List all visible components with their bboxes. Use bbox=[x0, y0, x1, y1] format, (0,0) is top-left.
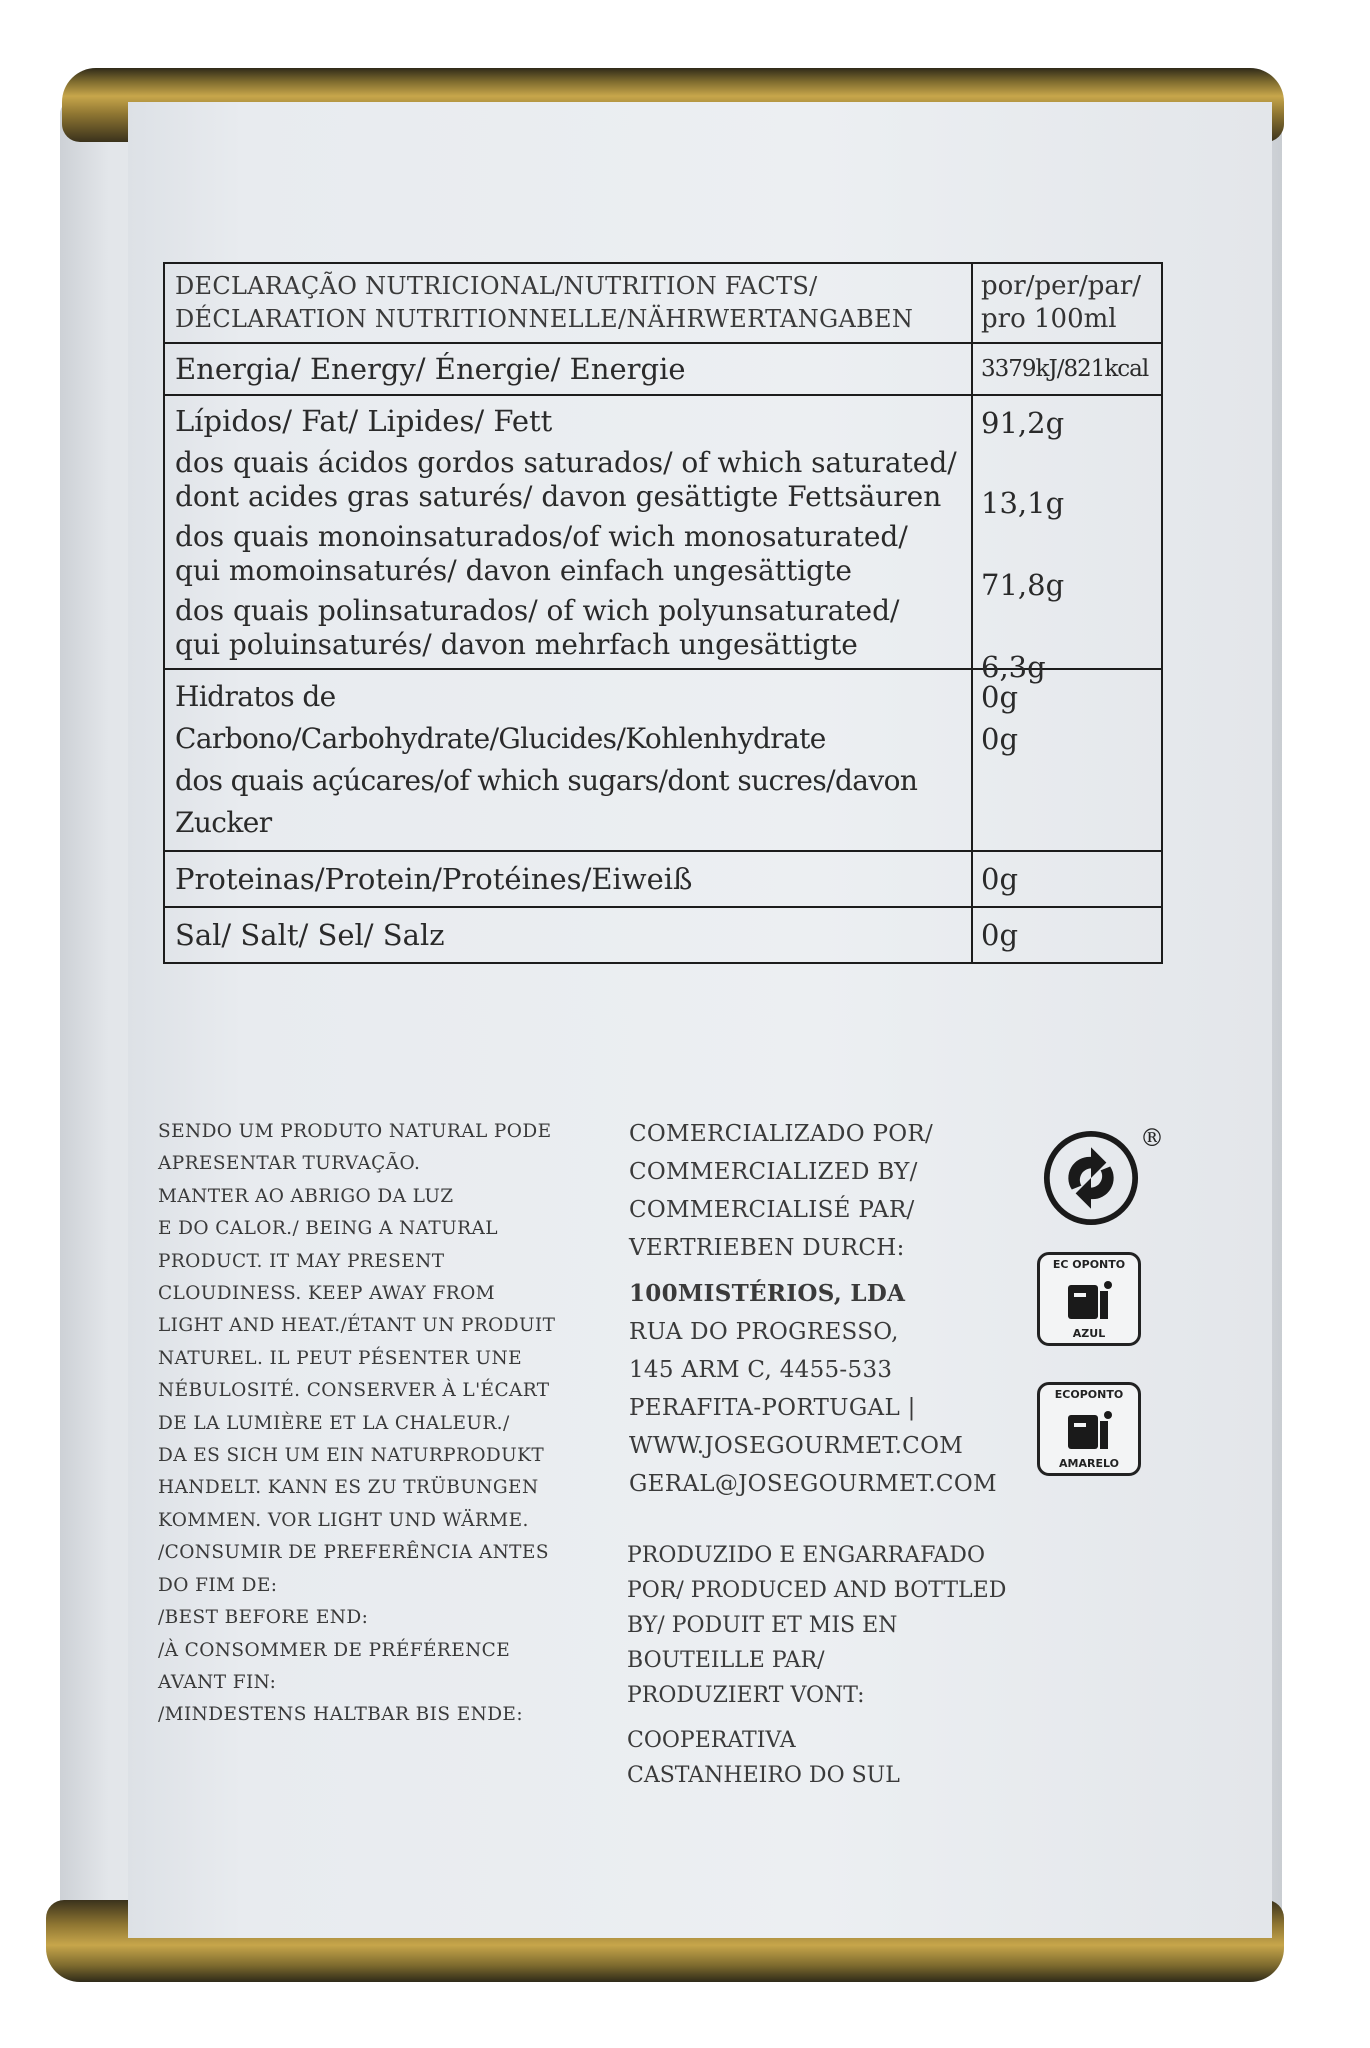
energy-value: 3379kJ/821kcal bbox=[981, 356, 1149, 382]
bin-icon bbox=[1064, 1277, 1118, 1323]
storage-line: DE LA LUMIÈRE ET LA CHALEUR./ bbox=[158, 1412, 510, 1434]
carbs-value: 0g bbox=[981, 680, 1019, 714]
mono-value: 71,8g bbox=[981, 568, 1065, 602]
producer-heading-line: PRODUZIDO E ENGARRAFADO bbox=[627, 1543, 985, 1568]
commercial-info bbox=[629, 1115, 1049, 1503]
producer-heading-line: BOUTEILLE PAR/ bbox=[627, 1648, 825, 1673]
storage-line: /BEST BEFORE END: bbox=[158, 1607, 369, 1629]
registered-mark: ® bbox=[1140, 1124, 1164, 1152]
storage-line: APRESENTAR TURVAÇÃO. bbox=[158, 1153, 421, 1175]
storage-line: HANDELT. KANN ES ZU TRÜBUNGEN bbox=[158, 1477, 539, 1499]
fat-label: Lípidos/ Fat/ Lipides/ Fett bbox=[175, 404, 553, 438]
storage-text bbox=[158, 1116, 588, 1732]
eco-blue-bottom-text: AZUL bbox=[1072, 1327, 1106, 1340]
address-line: PERAFITA-PORTUGAL | bbox=[629, 1395, 916, 1421]
eco-yellow-top-text: ECOPONTO bbox=[1054, 1388, 1124, 1401]
saturated-label-1: dos quais ácidos gordos saturados/ of which saturated/ bbox=[175, 446, 957, 479]
unit-line1: por/per/par/ bbox=[981, 271, 1142, 301]
storage-line: PRODUCT. IT MAY PRESENT bbox=[158, 1250, 445, 1272]
storage-line: NATUREL. IL PEUT PÉSENTER UNE bbox=[158, 1347, 523, 1369]
poly-label-2: qui poluinsaturés/ davon mehrfach ungesättigte bbox=[175, 628, 858, 661]
commercial-heading-line: COMERCIALIZADO POR/ bbox=[629, 1121, 934, 1147]
ecoponto-blue-icon bbox=[1037, 1252, 1141, 1346]
protein-value: 0g bbox=[981, 862, 1019, 896]
producer-heading-line: BY/ PODUIT ET MIS EN bbox=[627, 1613, 898, 1638]
storage-line: CLOUDINESS. KEEP AWAY FROM bbox=[158, 1283, 495, 1305]
fat-value: 91,2g bbox=[981, 406, 1065, 440]
sugars-label: dos quais açúcares/of which sugars/dont sucres/davon Zucker bbox=[175, 764, 918, 839]
company-name: 100MISTÉRIOS, LDA bbox=[629, 1280, 906, 1307]
poly-value: 6,3g bbox=[981, 650, 1046, 684]
commercial-heading-line: COMMERCIALIZED BY/ bbox=[629, 1159, 918, 1185]
storage-line: AVANT FIN: bbox=[158, 1671, 277, 1693]
commercial-heading-line: VERTRIEBEN DURCH: bbox=[629, 1235, 905, 1261]
ecoponto-yellow-icon bbox=[1037, 1382, 1141, 1476]
protein-row bbox=[165, 850, 1161, 906]
storage-line: NÉBULOSITÉ. CONSERVER À L'ÉCART bbox=[158, 1380, 550, 1402]
poly-label-1: dos quais polinsaturados/ of wich polyunsaturated/ bbox=[175, 594, 900, 627]
nutrition-table bbox=[163, 262, 1163, 964]
protein-label: Proteinas/Protein/Protéines/Eiweiß bbox=[165, 852, 973, 906]
saturated-label-2: dont acides gras saturés/ davon gesättigte Fettsäuren bbox=[175, 480, 942, 513]
producer-heading-line: PRODUZIERT VONT: bbox=[627, 1683, 865, 1708]
carbs-row bbox=[165, 668, 1161, 850]
website: WWW.JOSEGOURMET.COM bbox=[629, 1433, 964, 1459]
salt-value: 0g bbox=[981, 918, 1019, 952]
storage-line: SENDO UM PRODUTO NATURAL PODE bbox=[158, 1121, 552, 1142]
storage-line: MANTER AO ABRIGO DA LUZ bbox=[158, 1185, 454, 1207]
storage-line: /MINDESTENS HALTBAR BIS ENDE: bbox=[158, 1704, 523, 1726]
sugars-value: 0g bbox=[981, 722, 1019, 756]
salt-label: Sal/ Salt/ Sel/ Salz bbox=[165, 908, 973, 962]
saturated-value: 13,1g bbox=[981, 486, 1065, 520]
producer-name-line: COOPERATIVA bbox=[627, 1728, 796, 1753]
nutrition-title-line1: DECLARAÇÃO NUTRICIONAL/NUTRITION FACTS/ bbox=[175, 272, 818, 300]
storage-line: /CONSUMIR DE PREFERÊNCIA ANTES bbox=[158, 1542, 549, 1564]
salt-row bbox=[165, 906, 1161, 962]
energy-row bbox=[165, 342, 1161, 394]
carbs-label: Hidratos de Carbono/Carbohydrate/Glucides/Kohlenhydrate bbox=[175, 680, 826, 755]
nutrition-header-row bbox=[165, 264, 1161, 342]
storage-line: DA ES SICH UM EIN NATURPRODUKT bbox=[158, 1445, 545, 1467]
storage-line: DO FIM DE: bbox=[158, 1574, 278, 1596]
commercial-heading-line: COMMERCIALISÉ PAR/ bbox=[629, 1197, 915, 1223]
storage-line: E DO CALOR./ BEING A NATURAL bbox=[158, 1218, 498, 1240]
address-line: RUA DO PROGRESSO, bbox=[629, 1319, 899, 1345]
eco-yellow-bottom-text: AMARELO bbox=[1059, 1457, 1119, 1470]
green-dot-icon bbox=[1043, 1130, 1139, 1226]
producer-heading-line: POR/ PRODUCED AND BOTTLED bbox=[627, 1578, 1007, 1603]
storage-line: KOMMEN. VOR LIGHT UND WÄRME. bbox=[158, 1509, 529, 1531]
mono-label-2: qui momoinsaturés/ davon einfach ungesättigte bbox=[175, 554, 852, 587]
eco-blue-top-text: EC OPONTO bbox=[1052, 1258, 1126, 1271]
unit-line2: pro 100ml bbox=[981, 304, 1117, 334]
nutrition-title-line2: DÉCLARATION NUTRITIONNELLE/NÄHRWERTANGABEN bbox=[175, 305, 914, 333]
email: GERAL@JOSEGOURMET.COM bbox=[629, 1471, 997, 1497]
storage-line: LIGHT AND HEAT./ÉTANT UN PRODUIT bbox=[158, 1315, 556, 1337]
storage-line: /À CONSOMMER DE PRÉFÉRENCE bbox=[158, 1639, 511, 1661]
mono-label-1: dos quais monoinsaturados/of wich monosaturated/ bbox=[175, 520, 908, 553]
energy-label: Energia/ Energy/ Énergie/ Energie bbox=[165, 344, 973, 394]
address-line: 145 ARM C, 4455-533 bbox=[629, 1357, 893, 1383]
producer-info bbox=[627, 1538, 1047, 1793]
producer-name-line: CASTANHEIRO DO SUL bbox=[627, 1763, 900, 1788]
bin-icon bbox=[1064, 1407, 1118, 1453]
fat-row bbox=[165, 394, 1161, 684]
